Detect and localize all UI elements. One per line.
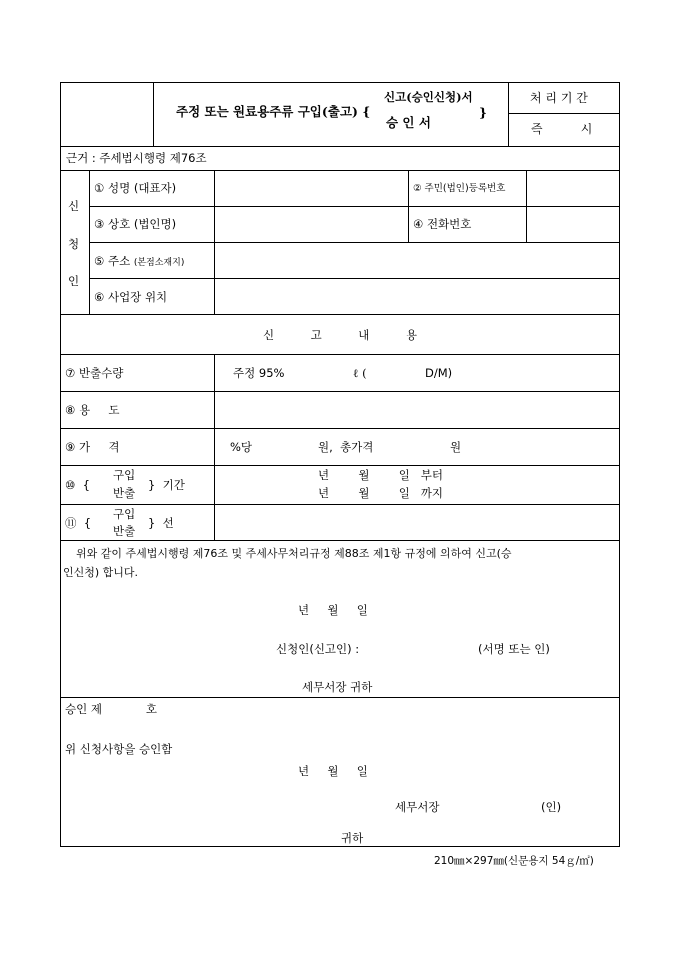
- period-row-tail: } 기간: [148, 478, 185, 492]
- approval-office: 세무서장: [395, 800, 440, 814]
- approval-statement: 위 신청사항을 승인함: [65, 742, 173, 756]
- address-field[interactable]: [215, 243, 619, 277]
- approval-recipient: 귀하: [341, 831, 364, 845]
- approval-date: 년 월 일: [298, 764, 368, 778]
- declaration-line-1: 위와 같이 주세법시행령 제76조 및 주세사무처리규정 제88조 제1항 규정에 의하여 신고(승: [76, 547, 512, 560]
- destination-option-release: 반출: [113, 524, 136, 538]
- title-option-report: 신고(승인신청)서: [384, 90, 473, 104]
- quantity-dm: D/M): [425, 366, 453, 380]
- address-label-sub: (본점소재지): [133, 258, 185, 268]
- content-section-title: 신 고 내 용: [262, 328, 418, 342]
- site-location-label: ⑥ 사업장 위치: [94, 290, 168, 304]
- trade-name-label: ③ 상호 (법인명): [94, 217, 177, 231]
- declaration-date: 년 월 일: [298, 603, 368, 617]
- declaration-line-2: 인신청) 합니다.: [63, 566, 139, 579]
- header-left-divider: [153, 82, 154, 146]
- destination-field[interactable]: [215, 505, 619, 539]
- phone-label: ④ 전화번호: [413, 217, 472, 231]
- resident-number-label: ② 주민(법인)등록번호: [413, 183, 506, 194]
- trade-name-field[interactable]: [215, 207, 407, 241]
- processing-period-value: 즉 시: [531, 122, 593, 136]
- destination-row-tail: } 선: [148, 516, 174, 530]
- price-field[interactable]: [215, 429, 619, 464]
- address-label: [94, 254, 184, 270]
- legal-basis: 근거 : 주세법시행령 제76조: [66, 151, 207, 165]
- line-applicant-bottom: [60, 314, 620, 315]
- quantity-field[interactable]: [215, 355, 619, 390]
- line-declaration-bottom: [60, 697, 620, 698]
- applicant-side-label-3: 인: [68, 274, 80, 288]
- declaration-recipient: 세무서장 귀하: [302, 680, 373, 694]
- period-option-purchase: 구입: [113, 468, 136, 482]
- price-total-label: 원, 총가격: [318, 440, 374, 454]
- resident-number-field[interactable]: [527, 171, 619, 205]
- destination-option-purchase: 구입: [113, 507, 136, 521]
- title-brace-close: }: [479, 105, 488, 120]
- period-option-release: 반출: [113, 486, 136, 500]
- period-divider: [508, 113, 620, 114]
- applicant-side-label-1: 신: [68, 199, 80, 213]
- quantity-label: ⑦ 반출수량: [65, 366, 124, 380]
- usage-field[interactable]: [215, 392, 619, 427]
- price-per-percent: %당: [230, 440, 253, 454]
- declaration-sign-field[interactable]: [378, 638, 474, 658]
- price-won: 원: [450, 440, 462, 454]
- period-row-number: ⑩ {: [65, 478, 90, 492]
- title-option-approval: 승 인 서: [386, 115, 431, 130]
- quantity-unit: ℓ (: [353, 366, 367, 380]
- line-header-bottom: [60, 146, 620, 147]
- paper-spec: 210㎜×297㎜(신문용지 54ｇ/㎡): [434, 855, 594, 867]
- approval-number: 승인 제 호: [65, 702, 157, 716]
- header-right-divider: [508, 82, 509, 146]
- approval-seal: (인): [541, 800, 562, 814]
- line-detail-bottom: [60, 540, 620, 541]
- period-from: 년 월 일 부터: [318, 468, 443, 482]
- phone-field[interactable]: [527, 207, 619, 241]
- destination-row-number: ⑪ {: [65, 516, 92, 530]
- name-label: ① 성명 (대표자): [94, 181, 177, 195]
- period-to: 년 월 일 까지: [318, 486, 443, 500]
- site-location-field[interactable]: [215, 279, 619, 313]
- quantity-spirit: 주정 95%: [233, 366, 285, 380]
- applicant-side-label-2: 청: [68, 237, 80, 251]
- period-field[interactable]: [215, 466, 619, 503]
- declaration-sign: (서명 또는 인): [478, 642, 550, 656]
- name-field[interactable]: [215, 171, 407, 205]
- processing-period-label: 처 리 기 간: [530, 91, 588, 105]
- form-title: 주정 또는 원료용주류 구입(출고) {: [176, 104, 371, 119]
- usage-label: ⑧ 용 도: [65, 403, 120, 417]
- declaration-applicant: 신청인(신고인) :: [276, 642, 360, 656]
- price-label: ⑨ 가 격: [65, 440, 120, 454]
- address-label-text: ⑤ 주소: [94, 254, 131, 268]
